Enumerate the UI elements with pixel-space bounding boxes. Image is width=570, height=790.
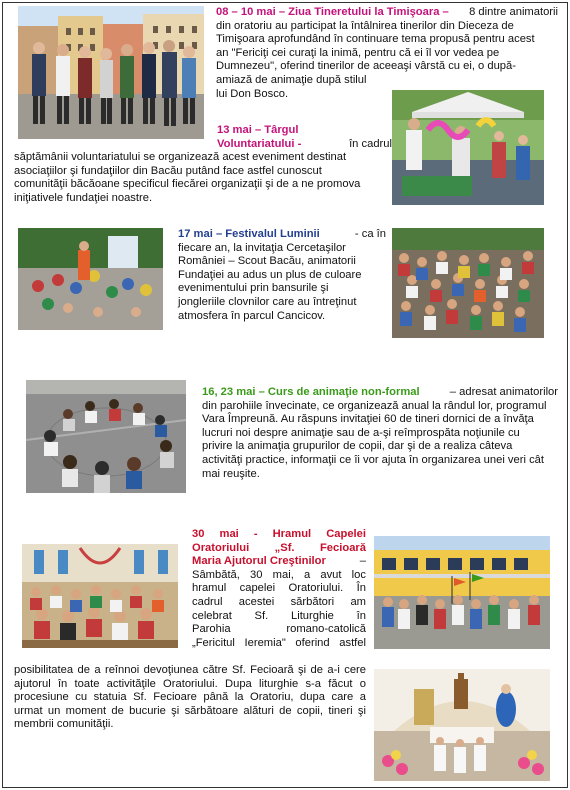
section-animation-course bbox=[202, 386, 558, 481]
section-timisoara bbox=[216, 6, 558, 101]
section-course-line-0: – adresat animatorilor bbox=[449, 386, 558, 398]
section-chapel-feast bbox=[192, 528, 366, 650]
section-course-heading: 16, 23 mai – Curs de animaţie non-formal bbox=[202, 386, 420, 398]
photo-chapel-altar bbox=[374, 669, 550, 781]
section-chapel-narrow-1: hramul capelei Oratoriului. În bbox=[192, 582, 366, 595]
section-course-line-6: mai reuşite. bbox=[202, 467, 260, 480]
section-course-line-1: din parohiile învecinate, ce organizează anual la rândul lor, programul bbox=[202, 399, 547, 412]
section-volunteer-heading-1: Voluntariatului - bbox=[217, 137, 302, 150]
section-chapel-heading-2: Maria Ajutorul Creştinilor bbox=[192, 555, 326, 568]
section-light-line-0: - ca în bbox=[354, 228, 386, 240]
section-chapel-feast-continued bbox=[14, 664, 366, 732]
section-timisoara-line-3: an "Fericiţi cei curaţi la inimă, pentru că ei îl vor vedea pe bbox=[216, 46, 500, 59]
section-course-line-3: lucruri noi despre animaţie sau de a-şi reîmprospăta noţiunile cu bbox=[202, 426, 520, 439]
section-light-festival bbox=[178, 228, 386, 323]
section-light-line-4: evenimentului prin bansurile şi bbox=[178, 282, 329, 295]
section-chapel-wide-0: posibilitatea de a reînnoi devoţiunea către Sf. Fecioară şi de a-i cere bbox=[14, 664, 366, 676]
section-chapel-narrow-4: Parohia romano-catolică bbox=[192, 623, 366, 636]
section-course-line-4: privire la animaţia grupurilor de copii, dar şi de a realiza câteva bbox=[202, 440, 513, 453]
section-volunteer-line-1: asociaţiilor şi fundaţiilor din Bacău putând face astfel cunoscut bbox=[14, 164, 322, 177]
photo-light-festival-right bbox=[392, 228, 544, 338]
photo-procession bbox=[374, 536, 550, 649]
photo-light-festival-left bbox=[18, 228, 163, 330]
section-course-line-2: Vara Împreună. Au răspuns invitaţiei 60 de tineri dornici de a învăţa bbox=[202, 413, 534, 426]
section-chapel-narrow-2: cadrul acestei sărbători am bbox=[192, 595, 366, 608]
section-volunteer-fair bbox=[14, 124, 392, 206]
photo-timisoara-group bbox=[18, 6, 204, 139]
section-timisoara-line-0: 8 dintre animatorii bbox=[469, 6, 558, 18]
section-chapel-wide-1: ajutorul în toate activităţile Oratoriului. Dupa liturghie s-a făcut o bbox=[14, 677, 366, 690]
section-timisoara-line-4: Dumnezeu", oferind tinerilor de aceeaşi vârstă cu ei, o după- bbox=[216, 60, 516, 73]
section-chapel-wide-4: membrii comunităţii. bbox=[14, 718, 114, 731]
photo-volunteer-fair bbox=[392, 90, 544, 205]
section-light-heading: 17 mai – Festivalul Luminii bbox=[178, 228, 320, 240]
section-timisoara-line-6: lui Don Bosco. bbox=[216, 87, 289, 100]
section-volunteer-body-first: în cadrul bbox=[349, 137, 392, 150]
section-volunteer-line-3: iniţiativele fundaţiei noastre. bbox=[14, 191, 153, 204]
section-volunteer-line-0: săptămânii voluntariatului se organizează acest eveniment destinat bbox=[14, 151, 347, 164]
section-chapel-heading-tail: – bbox=[359, 555, 366, 568]
section-light-line-6: atmosfera în parcul Cancicov. bbox=[178, 309, 326, 322]
photo-chapel-interior bbox=[22, 544, 178, 648]
section-timisoara-heading: 08 – 10 mai – Ziua Tineretului la Timişoara – bbox=[216, 6, 449, 18]
section-light-line-5: jongleriile clovnilor care au întreţinut bbox=[178, 295, 357, 308]
section-timisoara-line-1: din oratoriu au participat la întâlnirea tinerilor din Dieceza de bbox=[216, 19, 514, 32]
section-chapel-heading-0: 30 mai - Hramul Capelei bbox=[192, 528, 366, 540]
section-timisoara-line-5: amiază de animaţie după stilul bbox=[216, 73, 367, 86]
section-light-line-2: României – Scout Bacău, animatorii bbox=[178, 255, 356, 268]
photo-animation-course bbox=[26, 380, 186, 493]
section-chapel-heading-1: Oratoriului „Sf. Fecioară bbox=[192, 541, 366, 554]
section-light-line-1: fiecare an, la invitaţia Cercetaşilor bbox=[178, 241, 346, 254]
section-light-line-3: Fundaţiei au adus un plus de culoare bbox=[178, 268, 362, 281]
section-chapel-wide-3: urmat un moment de bucurie şi sărbătoare alături de copii, tineri şi bbox=[14, 704, 366, 717]
section-course-line-5: activităţi practice, informaţii ce îi vor ajuta în organizarea unei veri cât bbox=[202, 453, 544, 466]
section-volunteer-heading-0: 13 mai – Târgul bbox=[217, 124, 299, 136]
section-chapel-narrow-0: Sâmbătă, 30 mai, a avut loc bbox=[192, 568, 366, 581]
section-chapel-narrow-3: celebrat Sf. Liturghie în bbox=[192, 609, 366, 622]
section-volunteer-line-2: comunităţii băcăoane specificul fiecărei organizaţii şi de a ne promova bbox=[14, 178, 361, 191]
section-chapel-narrow-5: „Fericitul Ieremia" oferind astfel bbox=[192, 636, 366, 649]
section-timisoara-line-2: Timişoara aprofundând în continuare tema propusă pentru acest bbox=[216, 33, 535, 46]
section-chapel-wide-2: procesiune cu statuia Sf. Fecioare până la Oratoriu, dupa care a bbox=[14, 691, 366, 704]
